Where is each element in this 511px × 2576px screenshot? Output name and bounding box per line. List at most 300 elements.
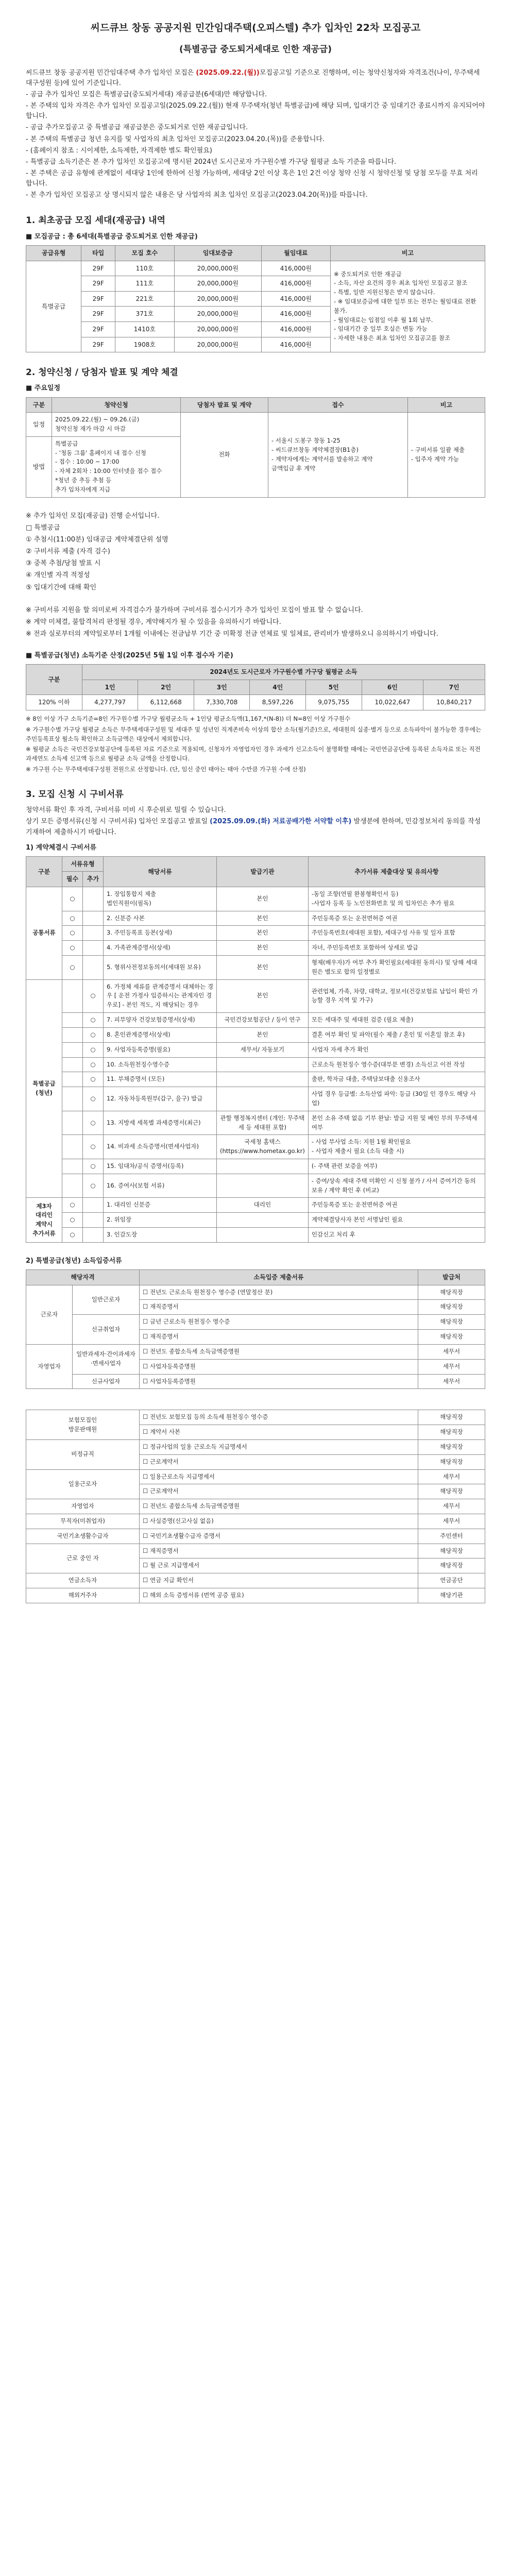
- doc-org: 본인: [217, 926, 309, 941]
- doc-org: 본인: [217, 887, 309, 911]
- income-doc: ☐ 연금 지급 확인서: [140, 1573, 418, 1588]
- doc-name: 2. 위임장: [104, 1213, 217, 1228]
- table-cell: 416,000원: [261, 291, 330, 307]
- process-note: ⑤ 입대기간에 대해 확인: [26, 583, 97, 591]
- income-cell: 9,075,755: [306, 695, 362, 710]
- doc-name: 6. 가정체 세류를 관계증명서 대체하는 경우 [ 운전 가정사 입증하시는 관계자인 경우로] - 본인 적도, 지 해당되는 경우: [104, 979, 217, 1012]
- table-row: [26, 1013, 485, 1028]
- income-header: 6인: [362, 680, 423, 695]
- process-note: □ 특별공급: [26, 523, 60, 532]
- supply-header: 임대보증금: [174, 245, 261, 261]
- doc-org: 본인: [217, 979, 309, 1012]
- doc-note: 사업 경우 등급별: 소득산업 파악: 등급 (30일 인 경우도 해당 사업): [308, 1087, 485, 1111]
- table-row: [26, 1057, 485, 1072]
- income-cell: 8,597,226: [250, 695, 306, 710]
- income-doc-org: 해당기관: [418, 1588, 485, 1603]
- intro-text-b: 모집공고일 기준으로 진행하며, 이는 청약신청자와 자격조건(나이, 무주택세대구성원 등)에 있어 기준입니다.: [26, 69, 480, 87]
- intro-item: - 공급 추가 입차인 모집은 특별공급(중도퇴거세대) 재공급분(6세대)만 해당합니다.: [26, 91, 267, 99]
- table-row: [26, 1174, 485, 1198]
- table-cell: 29F: [81, 307, 115, 322]
- income-doc: ☐ 전년도 근로소득 원천징수 영수증 (연말정산 분): [140, 1285, 418, 1300]
- income-doc-org: 세무서: [418, 1359, 485, 1374]
- income-doc: ☐ 일용근로소득 지급명세서: [140, 1469, 418, 1484]
- income-doc: ☐ 재직증명서: [140, 1544, 418, 1558]
- income-doc-type: 일반근로자: [73, 1285, 140, 1315]
- income-cell: 4,277,797: [82, 695, 138, 710]
- income-doc-org: 세무서: [418, 1499, 485, 1514]
- income-note: ※ 가구원 수는 무주택세대구성원 전원으로 산정합니다. (단, 임신 중인 태아는 태아 수만큼 가구원 수에 산정): [26, 766, 306, 773]
- table-cell: 29F: [81, 261, 115, 276]
- table-cell: 111호: [115, 276, 174, 292]
- table-cell: 371호: [115, 307, 174, 322]
- income-doc-org: 연금공단: [418, 1573, 485, 1588]
- inc-header-type: 해당자격: [26, 1270, 140, 1285]
- doc-required: ○: [62, 911, 83, 926]
- income-note: ※ 8인 이상 가구 소득기준=8인 가구원수별 가구당 월평균소득 + 1인당 평균소득액(1,167,*(N-8)) 더 N=8인 이상 가구원수: [26, 715, 351, 723]
- doc-required: [62, 1111, 83, 1135]
- supply-header: 모집 호수: [115, 245, 174, 261]
- doc-name: 3. 주민등록표 등본(상세): [104, 926, 217, 941]
- income-doc-org: 해당직장: [418, 1315, 485, 1330]
- intro-date: (2025.09.22.(월)): [196, 69, 260, 77]
- doc-org: 국민건강보험공단 / 등이 연구: [217, 1013, 309, 1028]
- intro-item: - 본 주택은 공급 유형에 관계없이 세대당 1인에 한하여 신청 가능하며, 세대당 2인 이상 혹은 1인 2건 이상 청약 신청 시 청약신청 및 당첨 모두를 무효 처리 합니다.: [26, 170, 478, 188]
- doc-name: 14. 비과세 소득증명서(면세사업자): [104, 1135, 217, 1159]
- doc-required: [62, 1072, 83, 1087]
- income-doc-org: 해당직장: [418, 1439, 485, 1454]
- doc-required: [62, 1087, 83, 1111]
- table-cell: 416,000원: [261, 321, 330, 337]
- schedule-note: - 구비서류 일괄 제출 - 입주자 계약 가능: [408, 413, 485, 498]
- income-doc-group: 근로자: [26, 1285, 73, 1344]
- doc-note: 주민등록증 또는 운전면허증 여권: [308, 911, 485, 926]
- documents-intro-2a: 상기 모든 증명서류(신청 시 구비서류) 입차인 모집공고 발표일: [26, 818, 210, 826]
- documents-table: [26, 856, 485, 1243]
- page-title: 씨드큐브 창동 공공지원 민간임대주택(오피스텔) 추가 입차인 22차 모집공고: [90, 22, 421, 33]
- doc-additional: [83, 911, 104, 926]
- table-cell: 20,000,000원: [174, 291, 261, 307]
- table-row: [26, 1072, 485, 1087]
- income-header: 7인: [423, 680, 485, 695]
- process-note: ※ 구비서류 지원을 할 의미로써 자격검수가 불가하며 구비서류 접수시기가 추가 입차인 모집이 발표 할 수 없습니다.: [26, 606, 363, 614]
- income-doc-type: 일용근로자: [26, 1469, 140, 1499]
- doc-name: 2. 신분증 사본: [104, 911, 217, 926]
- table-cell: 29F: [81, 291, 115, 307]
- section4-heading: 3. 모집 신청 시 구비서류: [26, 789, 124, 800]
- table-row: [26, 1469, 485, 1484]
- doc-required: [62, 1042, 83, 1057]
- doc-additional: ○: [83, 1159, 104, 1174]
- section1-heading: 1. 최초공급 모집 세대(재공급) 내역: [26, 215, 165, 226]
- documents-intro-2: [26, 817, 485, 837]
- table-cell: 416,000원: [261, 261, 330, 276]
- doc-header-type: 구분: [26, 856, 62, 887]
- income-doc: ☐ 사업자등록증명원: [140, 1359, 418, 1374]
- doc-required: ○: [62, 1198, 83, 1213]
- documents-intro-1: 청약서류 확인 후 자격, 구비서류 미비 시 후순위로 밀릴 수 있습니다.: [26, 806, 226, 815]
- intro-item: - 특별공급 소득기준은 본 추가 입차인 모집공고에 명시된 2024년 도시근로자 가구원수별 가구당 월평균 소득 기준을 따릅니다.: [26, 158, 397, 166]
- income-header-type: 구분: [26, 665, 82, 695]
- income-cell: 6,112,668: [138, 695, 194, 710]
- intro-paragraph: [26, 68, 485, 89]
- supply-header: 월임대료: [261, 245, 330, 261]
- income-doc-type: 근로 중인 자: [26, 1544, 140, 1573]
- table-row: [26, 261, 485, 276]
- table-cell: 20,000,000원: [174, 276, 261, 292]
- doc-name: 5. 형위사전정보동의서(세대원 보유): [104, 956, 217, 980]
- doc-name: 3. 인감도장: [104, 1228, 217, 1243]
- table-cell: 20,000,000원: [174, 337, 261, 352]
- doc-additional: [83, 1213, 104, 1228]
- income-note: ※ 월평균 소득은 국민건강보험공단에 등록된 자료 기준으로 적용되며, 신청자가 자영업자인 경우 과세가 신고소득이 불명확할 때에는 국민연금공단에 등록된 소득자료 또는 직전 과세연도 소득세 신고액 등으로 월평균 소득 금액을 산정합니다.: [26, 745, 481, 762]
- income-doc-org: 주민센터: [418, 1529, 485, 1544]
- process-note: ② 구비서류 제출 (자격 검수): [26, 548, 110, 556]
- doc-additional: [83, 941, 104, 956]
- doc-required: ○: [62, 941, 83, 956]
- process-note: ④ 개인별 자격 적정성: [26, 571, 90, 580]
- income-doc: ☐ 전년도 종합소득세 소득금액증명원: [140, 1344, 418, 1359]
- intro-item: - 본 주택의 특별공급 청년 유지를 및 사업자의 최초 입차인 모집공고(2023.04.20.(목))를 준용합니다.: [26, 135, 325, 143]
- income-doc-type: 해외거주자: [26, 1588, 140, 1603]
- doc-name: 13. 지방세 세목별 과세증명서(최근): [104, 1111, 217, 1135]
- table-row: [26, 956, 485, 980]
- doc-required: [62, 1027, 83, 1042]
- schedule-place: - 서울시 도봉구 창동 1-25 - 씨드큐브창동 계약체결장(B1층) - 계약자에게는 계약서를 발송하고 계약 금액입금 후 계약: [268, 413, 408, 498]
- documents-intro-date: (2025.09.09.(화) 저료공배가한 서약할 이후): [210, 818, 352, 826]
- table-row: [26, 926, 485, 941]
- doc-org: 대리인: [217, 1198, 309, 1213]
- doc-org: 본인: [217, 956, 309, 980]
- income-doc-org: 해당직장: [418, 1285, 485, 1300]
- doc-additional: ○: [83, 1087, 104, 1111]
- schedule-header: 구분: [26, 397, 52, 413]
- section2-sub: ■ 주요일정: [26, 384, 61, 393]
- doc-org: [217, 1087, 309, 1111]
- table-row: [26, 1439, 485, 1454]
- table-row: [26, 1087, 485, 1111]
- doc-org: 본인: [217, 911, 309, 926]
- table-cell: 29F: [81, 321, 115, 337]
- doc-required: [62, 1057, 83, 1072]
- intro-list: [26, 90, 485, 200]
- schedule-label-date: 일정: [26, 413, 52, 437]
- table-row: [26, 1159, 485, 1174]
- income-doc-type: 보험모집인 방문판매원: [26, 1410, 140, 1440]
- income-doc: ☐ 사실증명(신고사실 없음): [140, 1514, 418, 1529]
- process-note: ① 추첨시(11:00분) 임대공급 계약체결단위 설명: [26, 535, 168, 544]
- income-cell: 10,840,217: [423, 695, 485, 710]
- schedule-method-note: *청년 중 추등 추첨 등 추가 입차자에게 지급: [55, 477, 112, 493]
- income-doc-type: 무직자(미취업자): [26, 1514, 140, 1529]
- doc-required: ○: [62, 1228, 83, 1243]
- doc-org: 본인: [217, 941, 309, 956]
- intro-item: - 본 주택의 입차 자격은 추가 입차인 모집공고일(2025.09.22.(월)) 현재 무주택자(청년 특별공급)에 해당 되며, 입대기간 중 임대기간 종료시까지 유지되어야 합니다.: [26, 102, 485, 121]
- doc-required: [62, 1174, 83, 1198]
- doc-additional: [83, 1228, 104, 1243]
- doc-name: 1. 장입통합지 제출 법인직원이(필독): [104, 887, 217, 911]
- doc-additional: [83, 887, 104, 911]
- process-note: ※ 계약 미체결, 불합격처리 판정될 경우, 계약해지가 될 수 있음을 유의하시기 바랍니다.: [26, 618, 281, 626]
- income-cell: 120% 이하: [26, 695, 82, 710]
- intro-text-a: 씨드큐브 창동 공공지원 민간임대주택 추가 입차인 모집은: [26, 69, 196, 77]
- doc-header-kind: 서류유형: [62, 856, 104, 872]
- table-row: [26, 1315, 485, 1330]
- table-row: [26, 1027, 485, 1042]
- doc-note: 인감신고 처리 후: [308, 1228, 485, 1243]
- inc-header-docs: 소득입증 제출서류: [140, 1270, 418, 1285]
- documents-intro: [26, 805, 485, 837]
- schedule-apply-date: 2025.09.22.(월) ~ 09.26.(금) 청약신청 재가 마감 시 마감: [52, 413, 181, 437]
- supply-note: ※ 중도퇴거로 인한 재공급 - 소득, 자산 요건의 경우 최초 입차인 모집공고 참조 - 특별, 일반 지원신청은 받지 않습니다. - ※ 임대보증금에 대한 일부 또는 전부는 월임대료 전환 불가. - 월임대료는 입점일 이후 월 1회 납부. - 임대기간 중 일부 호실은 변동 가능 - 자세한 내용은 최초 입차인 모집공고를 참조: [331, 261, 485, 352]
- process-note: ③ 중복 추첨/당첨 발표 시: [26, 560, 101, 568]
- doc-additional: ○: [83, 979, 104, 1012]
- table-cell: 20,000,000원: [174, 321, 261, 337]
- table-cell: 1410호: [115, 321, 174, 337]
- page-subtitle: (특별공급 중도퇴거세대로 인한 재공급): [179, 44, 332, 55]
- table-cell: 20,000,000원: [174, 261, 261, 276]
- table-cell: 20,000,000원: [174, 307, 261, 322]
- table-row: [26, 979, 485, 1012]
- doc-header-org: 발급기관: [217, 856, 309, 887]
- doc-name: 12. 자동차등록원부(갑구, 을구) 발급: [104, 1087, 217, 1111]
- table-row: [26, 1042, 485, 1057]
- doc-org: 본인: [217, 1027, 309, 1042]
- supply-group: 특별공급: [26, 261, 81, 352]
- supply-header: 비고: [331, 245, 485, 261]
- doc-required: ○: [62, 926, 83, 941]
- income-cell: 10,022,647: [362, 695, 423, 710]
- income-docs-table: [26, 1269, 485, 1389]
- table-row: [26, 1228, 485, 1243]
- income-doc-org: 해당직장: [418, 1300, 485, 1315]
- doc-additional: [83, 926, 104, 941]
- doc-note: 사업자 자세 추가 확인: [308, 1042, 485, 1057]
- supply-header: 공급유형: [26, 245, 81, 261]
- doc-org: [217, 1159, 309, 1174]
- doc-name: 1. 대리인 신분증: [104, 1198, 217, 1213]
- table-row: [26, 1285, 485, 1300]
- doc-note: 근로소득 원천징수 영수증(대부분 변경) 소득신고 이전 작성: [308, 1057, 485, 1072]
- income-doc-org: 해당직장: [418, 1544, 485, 1558]
- doc-additional: ○: [83, 1013, 104, 1028]
- doc-note: 출판, 학자금 대출, 주택담보대출 신용조사: [308, 1072, 485, 1087]
- income-doc-type: 일반과세자·간이과세자·면세사업자: [73, 1344, 140, 1374]
- income-doc: ☐ 전년도 종합소득세 소득금액증명원: [140, 1499, 418, 1514]
- income-doc-org: 해당직장: [418, 1410, 485, 1425]
- doc-name: 4. 가족관계증명서(상세): [104, 941, 217, 956]
- income-table: [26, 664, 485, 710]
- doc-org: [217, 1174, 309, 1198]
- doc-note: 모든 세대주 및 세대원 검증 (필요 제출): [308, 1013, 485, 1028]
- income-doc-type: 국민기초생활수급자: [26, 1529, 140, 1544]
- income-doc-org: 세무서: [418, 1469, 485, 1484]
- table-row: [26, 1198, 485, 1213]
- income-doc-org: 해당직장: [418, 1330, 485, 1345]
- doc-org: [217, 1057, 309, 1072]
- doc-name: 15. 임대차/공식 증명서(등록): [104, 1159, 217, 1174]
- table-row: [26, 1135, 485, 1159]
- doc-required: [62, 1013, 83, 1028]
- doc-group: 공통서류: [26, 887, 62, 979]
- doc-required: [62, 1159, 83, 1174]
- doc-note: (- 주택 관련 보증을 여부): [308, 1159, 485, 1174]
- doc-note: 주민등록번호(세대원 포함), 세대구성 사유 및 일자 표함: [308, 926, 485, 941]
- table-cell: 29F: [81, 276, 115, 292]
- table-row: [26, 1514, 485, 1529]
- income-cell: 7,330,708: [194, 695, 250, 710]
- table-row: [26, 887, 485, 911]
- income-header: 4인: [250, 680, 306, 695]
- income-doc-type: 신규사업자: [73, 1374, 140, 1389]
- doc-org: [217, 1213, 309, 1228]
- table-cell: 416,000원: [261, 276, 330, 292]
- schedule-result: 전화: [181, 413, 268, 498]
- income-notes: [26, 715, 485, 774]
- doc-header-note: 추가서류 제출대상 및 유의사항: [308, 856, 485, 887]
- income-doc: ☐ 재직증명서: [140, 1300, 418, 1315]
- income-doc-type: 비정규직: [26, 1439, 140, 1469]
- income-doc-group: 자영업자: [26, 1344, 73, 1388]
- income-doc: ☐ 근로계약서: [140, 1484, 418, 1499]
- income-doc-org: 해당직장: [418, 1558, 485, 1573]
- doc-additional: [83, 956, 104, 980]
- doc-note: 본인 소유 주택 없음 기부 완납: 발급 지원 및 배인 부의 무주택세 여부: [308, 1111, 485, 1135]
- inc-header-org: 발급처: [418, 1270, 485, 1285]
- supply-header: 타입: [81, 245, 115, 261]
- doc-additional: ○: [83, 1072, 104, 1087]
- process-note: ※ 추가 입차인 모집(재공급) 진행 순서입니다.: [26, 512, 160, 520]
- doc-required: ○: [62, 887, 83, 911]
- doc-note: -동일 조항(연필 완봉형확인서 등) -사업자 등록 등 노인전화번호 및 의 입차인은 추가 필요: [308, 887, 485, 911]
- doc-name: 11. 부채증명서 (모든): [104, 1072, 217, 1087]
- income-doc-org: 해당직장: [418, 1484, 485, 1499]
- income-doc-org: 세무서: [418, 1374, 485, 1389]
- table-row: [26, 1588, 485, 1603]
- table-row: [26, 1499, 485, 1514]
- doc-additional: ○: [83, 1111, 104, 1135]
- doc-additional: ○: [83, 1042, 104, 1057]
- intro-section: [26, 68, 485, 201]
- doc-header-req: 필수: [62, 872, 83, 887]
- doc-additional: ○: [83, 1174, 104, 1198]
- income-note: ※ 가구원수별 가구당 월평균 소득은 무주택세대구성원 및 세대주 및 성년인 직계존비속 이상의 합산 소득(월기준)으로, 세대원의 실종·별거 등으로 소득파악이 불가능한 경우에는 주민등록표상 월소득 확인하고 소득금액은 대상에서 제외합니다.: [26, 725, 482, 742]
- income-doc-type: 자영업자: [26, 1499, 140, 1514]
- doc-note: 주민등록증 또는 운전면허증 여권: [308, 1198, 485, 1213]
- doc-additional: [83, 1198, 104, 1213]
- doc-required: [62, 979, 83, 1012]
- section3-heading: ■ 특별공급(청년) 소득기준 산정(2025년 5월 1일 이후 접수자 기준): [26, 652, 233, 660]
- income-top-header: 2024년도 도시근로자 가구원수별 가구당 월평균 소득: [82, 665, 485, 680]
- table-cell: 416,000원: [261, 307, 330, 322]
- doc-note: - 사업 부사업 소득: 지원 1월 확인필요 - 사업자 제출시 필요 (소득 대출 시): [308, 1135, 485, 1159]
- doc-note: - 증여/상속 세대 주택 미확인 시 신청 불가 / 사서 증여기간 동의 보유 / 계약 확인 후 (비교): [308, 1174, 485, 1198]
- income-doc: ☐ 재직증명서: [140, 1330, 418, 1345]
- income-doc: ☐ 금년 근로소득 원천징수 영수증: [140, 1315, 418, 1330]
- income-header: 3인: [194, 680, 250, 695]
- table-row: [26, 911, 485, 926]
- doc-note: 결혼 여부 확인 및 파악(필수 제출 / 혼인 및 이혼일 참조 후): [308, 1027, 485, 1042]
- table-row: [26, 1374, 485, 1389]
- doc-name: 10. 소득원천징수영수증: [104, 1057, 217, 1072]
- table-row: [26, 1573, 485, 1588]
- income-header: 2인: [138, 680, 194, 695]
- doc-additional: ○: [83, 1057, 104, 1072]
- doc-additional: ○: [83, 1135, 104, 1159]
- doc-required: [62, 1135, 83, 1159]
- doc-header-add: 추가: [83, 872, 104, 887]
- income-doc: ☐ 월 근로 지급명세서: [140, 1558, 418, 1573]
- schedule-header: 비고: [408, 397, 485, 413]
- doc-additional: ○: [83, 1027, 104, 1042]
- process-note: ※ 전과 실로부터의 계약일로부터 1개월 이내에는 전금납부 기간 중 미확정 전금 연체료 및 일체료, 관리비가 발생하오니 유의하시기 바랍니다.: [26, 630, 438, 638]
- doc-group: 특별공급 (청년): [26, 979, 62, 1198]
- documents-sub: 1) 계약체결시 구비서류: [26, 843, 97, 852]
- table-row: [26, 1111, 485, 1135]
- intro-item: - 공급 추가모집공고 중 특별공급 재공급분은 중도퇴거로 인한 재공급입니다.: [26, 124, 248, 132]
- doc-name: 8. 혼인관계증명서(상세): [104, 1027, 217, 1042]
- schedule-method: [52, 436, 181, 497]
- schedule-header: 청약신청: [52, 397, 181, 413]
- doc-name: 7. 피부양자 건강보험증명서(상세): [104, 1013, 217, 1028]
- income-doc: ☐ 해외 소득 증빙서류 (번역 공증 필요): [140, 1588, 418, 1603]
- doc-note: 계약체결당사자 본인 서명날인 필요: [308, 1213, 485, 1228]
- section1-sub: ■ 모집공급 : 총 6세대(특별공급 중도퇴거로 인한 재공급): [26, 232, 198, 241]
- documents-intro-2b: 발생분에 한하며, 민감정보처리 동의를 작성 기재하여 제출하시기 바랍니다.: [26, 818, 481, 836]
- table-cell: 29F: [81, 337, 115, 352]
- income-doc-org: 세무서: [418, 1514, 485, 1529]
- doc-name: 9. 사업자등록증명(필요): [104, 1042, 217, 1057]
- income-doc: ☐ 계약서 사본: [140, 1425, 418, 1440]
- doc-note: 형제(배우자)가 여부 추가 확인필요(세대원 동의시) 및 당해 세대 원은 별도로 합의 일정별로: [308, 956, 485, 980]
- spacer: [26, 595, 485, 604]
- intro-item: - (홈페이지 참조 : 시이제한, 소득제한, 자격제한 별도 확인필요): [26, 146, 212, 155]
- doc-required: ○: [62, 956, 83, 980]
- schedule-header: 접수: [268, 397, 408, 413]
- table-cell: 1908호: [115, 337, 174, 352]
- schedule-table: [26, 397, 485, 498]
- income-doc: ☐ 전년도 보험모집 등의 소득세 원천징수 영수증: [140, 1410, 418, 1425]
- table-row: [26, 1544, 485, 1558]
- income-doc: ☐ 근로계약서: [140, 1454, 418, 1469]
- doc-org: 국세청 홈택스(https://www.hometax.go.kr): [217, 1135, 309, 1159]
- intro-item: - 본 추가 입차인 모집공고 상 명시되지 않은 내용은 당 사업자의 최초 입차인 모집공고(2023.04.20(목))를 따릅니다.: [26, 191, 368, 199]
- table-row: [26, 1410, 485, 1425]
- doc-required: ○: [62, 1213, 83, 1228]
- income-doc-type: 연금소득자: [26, 1573, 140, 1588]
- income-doc: ☐ 국민기초생활수급자 증명서: [140, 1529, 418, 1544]
- table-row: [26, 1529, 485, 1544]
- income-doc-org: 해당직장: [418, 1425, 485, 1440]
- income-docs-sub: 2) 특별공급(청년) 소득입증서류: [26, 1257, 122, 1265]
- income-header: 5인: [306, 680, 362, 695]
- income-docs-table-2: [26, 1410, 485, 1603]
- income-header: 1인: [82, 680, 138, 695]
- process-notes: [26, 511, 485, 639]
- table-row: [26, 1213, 485, 1228]
- doc-note: 자녀, 주민등록번호 포함하여 상세로 발급: [308, 941, 485, 956]
- table-cell: 416,000원: [261, 337, 330, 352]
- table-cell: 110호: [115, 261, 174, 276]
- income-doc-org: 해당직장: [418, 1454, 485, 1469]
- schedule-header: 당첨자 발표 및 계약: [181, 397, 268, 413]
- doc-group: 제3자 대리인 계약시 추가서류: [26, 1198, 62, 1242]
- income-doc-type: 신규취업자: [73, 1315, 140, 1345]
- doc-name: 16. 증여사(보험 서류): [104, 1174, 217, 1198]
- income-doc-org: 세무서: [418, 1344, 485, 1359]
- supply-table: [26, 245, 485, 352]
- section2-heading: 2. 청약신청 / 당첨자 발표 및 계약 체결: [26, 367, 178, 378]
- doc-org: 세무서/ 자동보기: [217, 1042, 309, 1057]
